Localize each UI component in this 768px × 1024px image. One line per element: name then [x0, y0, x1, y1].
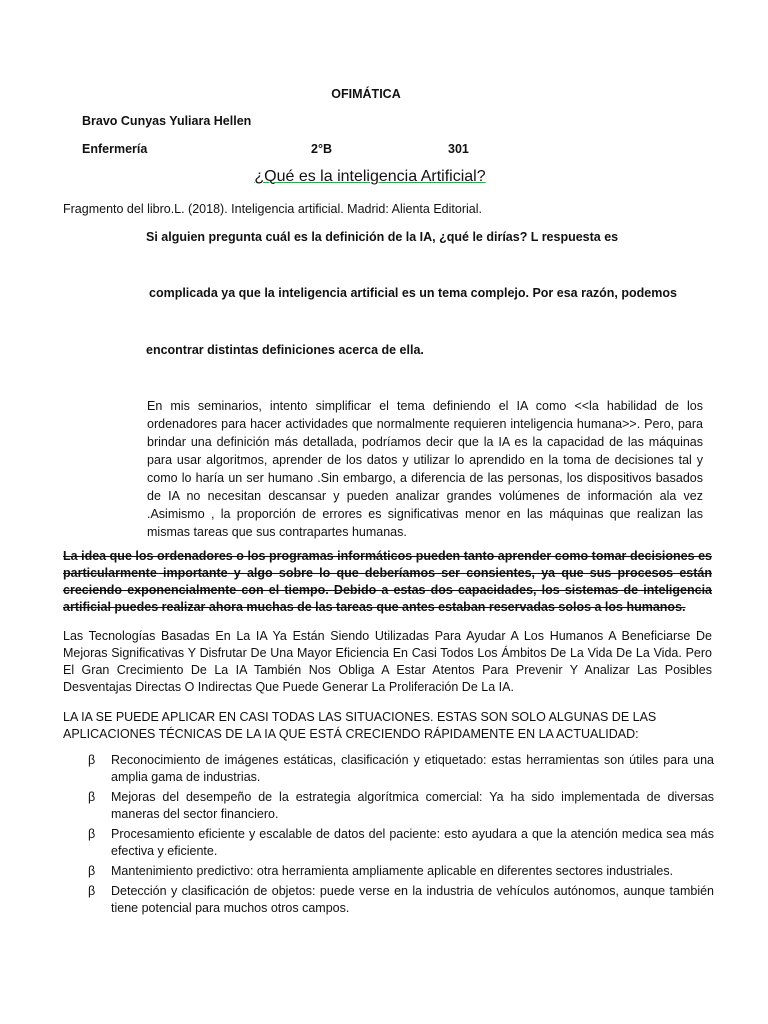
quote-paragraph: En mis seminarios, intento simplificar el tema definiendo el IA como <<la habilidad de los ordenadores para hacer actividades que normalmente requieren inteligencia humana>>. Pero, para brindar una definición más detallada, podríamos decir que la IA es la capacidad de las máquinas para usar algoritmos, aprender de los datos y utilizar lo aprendido en la toma de decisiones tal y como lo haría un ser humano .Sin embargo, a diferencia de las personas, los dispositivos basados de IA no necesitan descansar y pueden analizar grandes volúmenes de información ala vez .Asimismo , la proporción de errores es significativas menor en las máquinas que realizan las mismas tareas que sus contrapartes humanas.	[147, 399, 703, 539]
bullet-icon: β	[88, 790, 96, 804]
applications-list	[88, 752, 714, 920]
list-item	[88, 883, 714, 917]
intro-line: encontrar distintas definiciones acerca de ella.	[146, 343, 424, 357]
bullet-icon: β	[88, 827, 96, 841]
list-item	[88, 752, 714, 786]
capitalized-paragraph: Las Tecnologías Basadas En La IA Ya Están Siendo Utilizadas Para Ayudar A Los Humanos A Beneficiarse De Mejoras Significativas Y Disfrutar De Una Mayor Eficiencia En Casi Todos Los Ámbitos De La Vida De La Vida. Pero El Gran Crecimiento De La IA También Nos Obliga A Estar Atentos Para Prevenir Y Analizar Las Posibles Desventajas Directas O Indirectas Que Puede Generar La Proliferación De La IA.	[63, 629, 712, 694]
list-item	[88, 863, 714, 880]
intro-line: complicada ya que la inteligencia artificial es un tema complejo. Por esa razón, podemos	[149, 286, 677, 300]
list-item-text: Mejoras del desempeño de la estrategia algorítmica comercial: Ya ha sido implementada de diversas maneras del sector financiero.	[111, 790, 714, 821]
list-item	[88, 826, 714, 860]
list-item	[88, 789, 714, 823]
list-item-text: Procesamiento eficiente y escalable de datos del paciente: esto ayudara a que la atención medica sea más efectiva y eficiente.	[111, 827, 714, 858]
bullet-icon: β	[88, 864, 96, 878]
document-title: ¿Qué es la inteligencia Artificial?	[254, 168, 486, 185]
author-name: Bravo Cunyas Yuliara Hellen	[82, 114, 252, 128]
source-citation: Fragmento del libro.L. (2018). Inteligencia artificial. Madrid: Alienta Editorial.	[63, 202, 482, 216]
intro-line: Si alguien pregunta cuál es la definición de la IA, ¿qué le dirías? L respuesta es	[146, 230, 619, 244]
list-item-text: Detección y clasificación de objetos: puede verse en la industria de vehículos autónomos, aunque también tiene potencial para muchos otros campos.	[111, 884, 714, 915]
applications-intro: LA IA SE PUEDE APLICAR EN CASI TODAS LAS SITUACIONES. ESTAS SON SOLO ALGUNAS DE LAS APLICACIONES TÉCNICAS DE LA IA QUE ESTÁ CRECIENDO RÁPIDAMENTE EN LA ACTUALIDAD:	[63, 710, 657, 741]
career-label: Enfermería	[82, 142, 148, 156]
bullet-icon: β	[88, 753, 96, 767]
list-item-text: Mantenimiento predictivo: otra herramienta ampliamente aplicable en diferentes sectores industriales.	[111, 864, 674, 878]
list-item-text: Reconocimiento de imágenes estáticas, clasificación y etiquetado: estas herramientas son útiles para una amplia gama de industrias.	[111, 753, 714, 784]
strikethrough-paragraph: La idea que los ordenadores o los programas informáticos pueden tanto aprender como tomar decisiones es particularmente importante y algo sobre lo que deberíamos ser consientes, ya que sus procesos están creciendo exponencialmente con el tiempo. Debido a estas dos capacidades, los sistemas de inteligencia artificial puedes realizar ahora muchas de las tareas que antes estaban reservadas solos a los humanos.	[63, 549, 712, 614]
course-heading: OFIMÁTICA	[331, 87, 401, 101]
grade-label: 2°B	[311, 142, 332, 156]
room-label: 301	[448, 142, 469, 156]
bullet-icon: β	[88, 884, 96, 898]
